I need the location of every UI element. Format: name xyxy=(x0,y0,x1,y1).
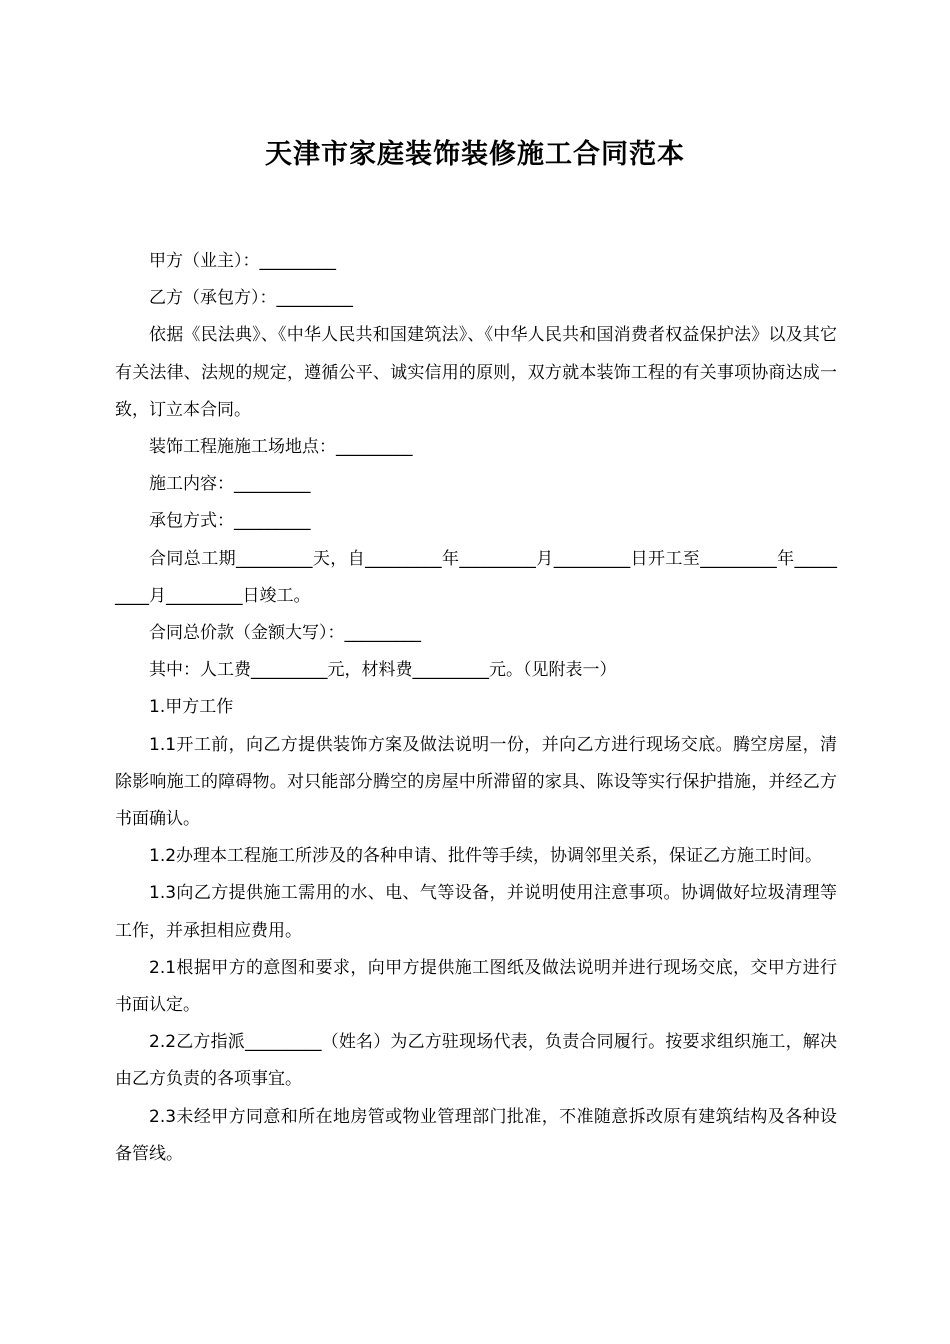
contract-body xyxy=(115,243,837,1173)
cost-breakdown-line: 其中：人工费_________元，材料费_________元。（见附表一） xyxy=(149,660,617,681)
site-location-line: 装饰工程施施工场地点：_________ xyxy=(149,437,413,458)
party-b-line: 乙方（承包方）：_________ xyxy=(149,288,353,309)
clause-1-2: 1.2办理本工程施工所涉及的各种申请、批件等手续，协调邻里关系，保证乙方施工时间。 xyxy=(149,846,823,867)
section-heading-party-a: 1.甲方工作 xyxy=(149,697,234,718)
legal-basis-paragraph: 依据《民法典》、《中华人民共和国建筑法》、《中华人民共和国消费者权益保护法》以及其它有关法律、法规的规定，遵循公平、诚实信用的原则，双方就本装饰工程的有关事项协商达成一致，订立本合同。 xyxy=(115,325,837,420)
clause-2-3: 2.3未经甲方同意和所在地房管或物业管理部门批准，不准随意拆改原有建筑结构及各种设备管线。 xyxy=(115,1106,837,1164)
clause-2-2: 2.2乙方指派_________（姓名）为乙方驻现场代表，负责合同履行。按要求组织施工，解决由乙方负责的各项事宜。 xyxy=(115,1032,837,1090)
contract-method-line: 承包方式：_________ xyxy=(149,511,311,532)
party-a-line: 甲方（业主）：_________ xyxy=(149,251,336,271)
work-content-line: 施工内容：_________ xyxy=(149,474,311,495)
clause-1-3: 1.3向乙方提供施工需用的水、电、气等设备，并说明使用注意事项。协调做好垃圾清理等工作，并承担相应费用。 xyxy=(115,883,837,941)
clause-2-1: 2.1根据甲方的意图和要求，向甲方提供施工图纸及做法说明并进行现场交底，交甲方进行书面认定。 xyxy=(115,957,837,1016)
duration-paragraph: 合同总工期_________天，自_________年_________月_________日开工至_________年_________月_________日竣工。 xyxy=(115,548,837,606)
document-title: 天津市家庭装饰装修施工合同范本 xyxy=(265,139,685,170)
total-price-line: 合同总价款（金额大写）：_________ xyxy=(149,623,421,644)
clause-1-1: 1.1开工前，向乙方提供装饰方案及做法说明一份，并向乙方进行现场交底。腾空房屋，清除影响施工的障碍物。对只能部分腾空的房屋中所滞留的家具、陈设等实行保护措施，并经乙方书面确认。 xyxy=(115,734,837,830)
